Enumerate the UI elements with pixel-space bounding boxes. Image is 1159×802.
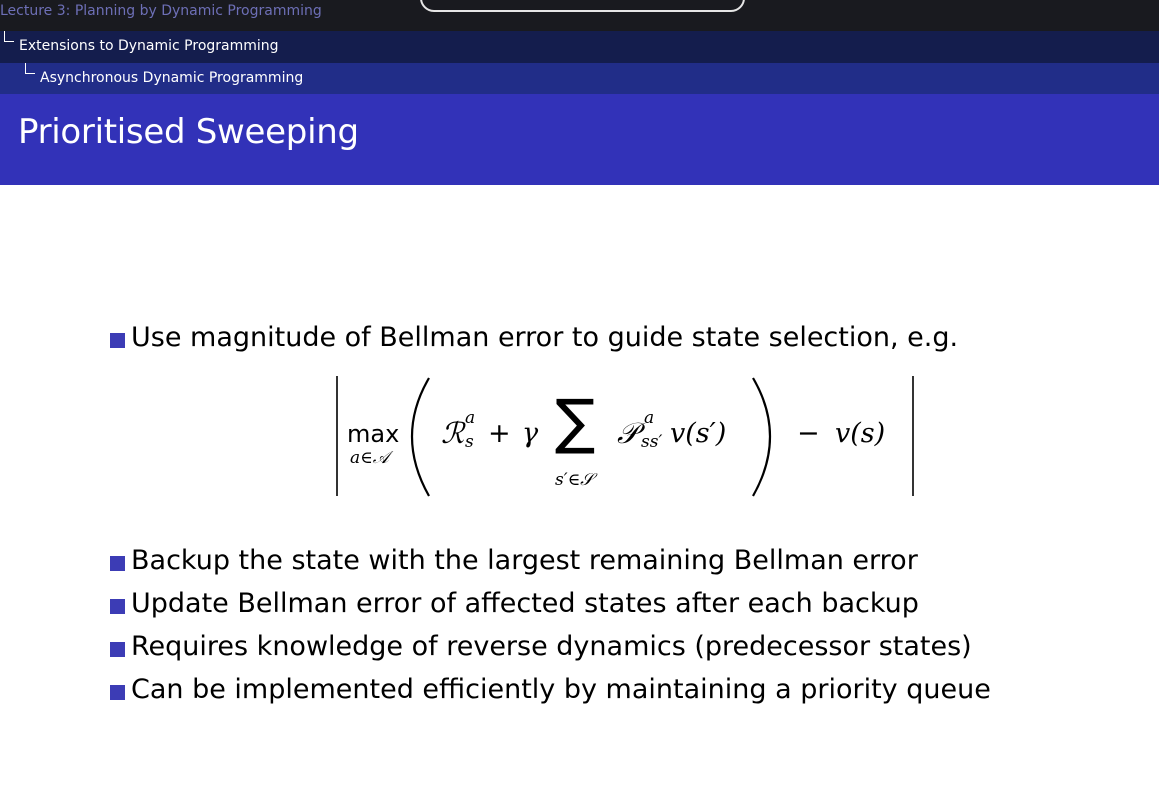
navigation-pill[interactable] xyxy=(420,0,745,12)
state-value: v(s) xyxy=(835,418,886,449)
bullet-text: Can be implemented efficiently by maintaining a priority queue xyxy=(131,674,991,705)
max-operator: max xyxy=(347,420,400,448)
sum-subscript: s′∈𝒮 xyxy=(555,470,594,490)
breadcrumb-subsection: Asynchronous Dynamic Programming xyxy=(40,70,304,86)
sum-symbol: ∑ xyxy=(555,387,596,457)
bullet-square-icon xyxy=(110,642,125,657)
header-lecture-strip xyxy=(0,0,1159,31)
breadcrumb-section: Extensions to Dynamic Programming xyxy=(19,38,279,54)
bullet-text: Use magnitude of Bellman error to guide state selection, e.g. xyxy=(131,322,959,353)
tree-corner-icon xyxy=(4,31,14,42)
bullet-item xyxy=(131,631,972,662)
header-subsection-strip xyxy=(0,63,1159,94)
bullet-item xyxy=(131,674,991,705)
reward-subscript: s xyxy=(465,432,474,452)
bullet-text: Update Bellman error of affected states after each backup xyxy=(131,588,919,619)
lecture-title: Lecture 3: Planning by Dynamic Programming xyxy=(0,3,322,19)
bullet-square-icon xyxy=(110,556,125,571)
transition-superscript: a xyxy=(644,408,655,428)
max-subscript: a∈𝒜 xyxy=(350,448,389,468)
bellman-error-equation xyxy=(335,368,915,503)
bullet-text: Requires knowledge of reverse dynamics (predecessor states) xyxy=(131,631,972,662)
reward-symbol: ℛ xyxy=(441,416,465,450)
bullet-square-icon xyxy=(110,685,125,700)
bullet-square-icon xyxy=(110,599,125,614)
bullet-item xyxy=(131,545,918,576)
bullet-item xyxy=(131,588,919,619)
bullet-square-icon xyxy=(110,333,125,348)
next-state-value: v(s′) xyxy=(670,418,727,449)
tree-corner-icon xyxy=(25,63,35,74)
slide-title: Prioritised Sweeping xyxy=(18,112,359,152)
gamma-symbol: γ xyxy=(522,418,539,449)
bullet-item xyxy=(131,322,958,353)
bullet-text: Backup the state with the largest remaining Bellman error xyxy=(131,545,918,576)
reward-superscript: a xyxy=(465,408,476,428)
plus-sign: + xyxy=(488,418,511,449)
transition-symbol: 𝒫 xyxy=(617,416,638,450)
header-section-strip xyxy=(0,31,1159,63)
transition-subscript: ss′ xyxy=(641,432,663,452)
minus-sign: − xyxy=(797,418,820,449)
slide-title-bar xyxy=(0,94,1159,185)
